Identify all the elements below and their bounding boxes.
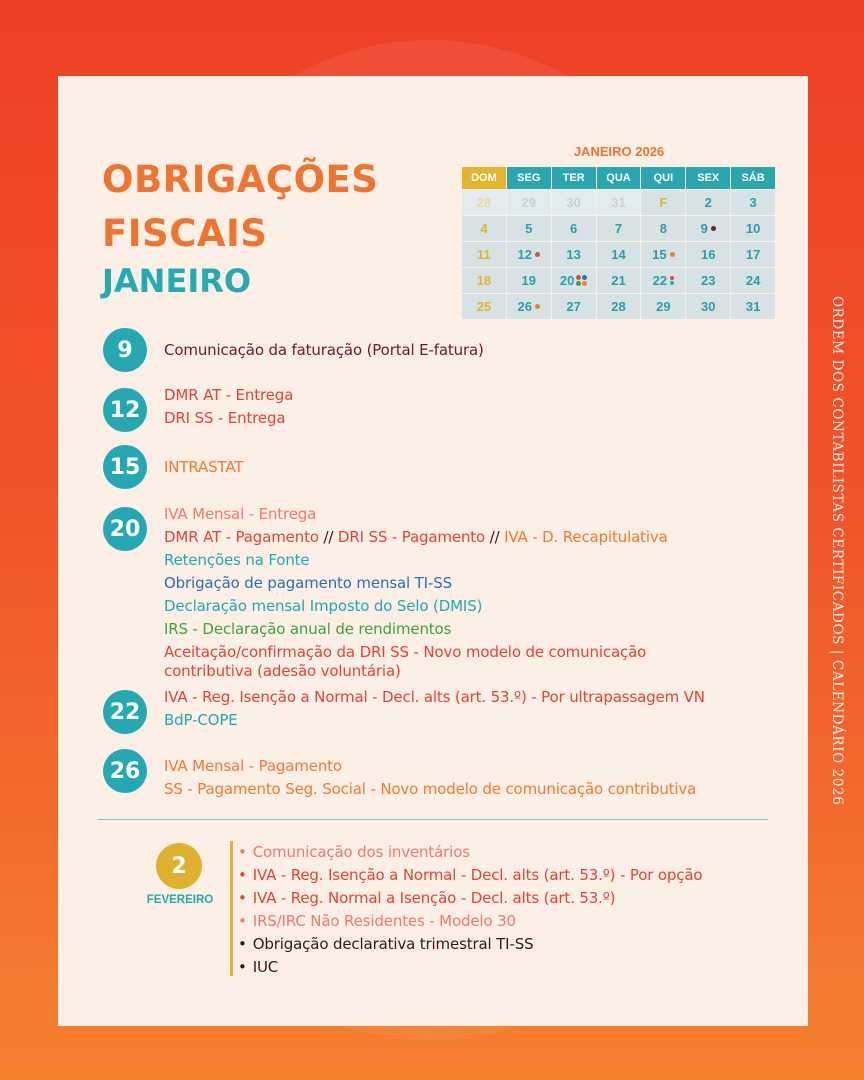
calendar-day: 28 bbox=[462, 190, 506, 215]
event-line: Declaração mensal Imposto do Selo (DMIS) bbox=[164, 597, 483, 615]
weekday-header: SEG bbox=[507, 167, 551, 189]
event-line: IVA - Reg. Isenção a Normal - Decl. alts (art. 53.º) - Por ultrapassagem VN bbox=[164, 688, 705, 706]
calendar-day: 10 bbox=[731, 216, 775, 241]
event-line: IRS - Declaração anual de rendimentos bbox=[164, 620, 452, 638]
calendar-day: 2 bbox=[686, 190, 730, 215]
event-line: contributiva (adesão voluntária) bbox=[164, 662, 401, 680]
event-segment: DRI SS - Pagamento bbox=[337, 528, 486, 546]
calendar-day-marked: 26 bbox=[507, 294, 551, 319]
calendar-day-marked: 15 bbox=[641, 242, 685, 267]
calendar-day: 17 bbox=[731, 242, 775, 267]
event-dots-icon bbox=[670, 276, 674, 285]
calendar-card bbox=[58, 76, 808, 1026]
section-divider bbox=[98, 819, 768, 820]
calendar-day: 29 bbox=[507, 190, 551, 215]
calendar-day: 31 bbox=[597, 190, 641, 215]
day-badge: 26 bbox=[103, 749, 147, 793]
event-dot-icon bbox=[711, 226, 716, 231]
separator-text: // bbox=[485, 528, 505, 546]
event-line: IVA Mensal - Entrega bbox=[164, 505, 317, 523]
february-accent-bar bbox=[230, 841, 233, 976]
bullet: • bbox=[238, 843, 247, 861]
calendar-day: 11 bbox=[462, 242, 506, 267]
february-day-badge: 2 bbox=[156, 843, 202, 889]
calendar-day: 30 bbox=[686, 294, 730, 319]
bullet: • bbox=[238, 912, 247, 930]
event-line: IVA Mensal - Pagamento bbox=[164, 757, 342, 775]
calendar-day-holiday: F bbox=[641, 190, 685, 215]
bullet: • bbox=[238, 889, 247, 907]
mini-calendar bbox=[462, 167, 776, 319]
bullet: • bbox=[238, 866, 247, 884]
calendar-day: 29 bbox=[641, 294, 685, 319]
event-dot-icon bbox=[535, 252, 540, 257]
day-badge: 22 bbox=[103, 690, 147, 734]
event-dot-icon bbox=[535, 304, 540, 309]
calendar-week bbox=[462, 294, 776, 319]
event-line: BdP-COPE bbox=[164, 711, 238, 729]
weekday-header: TER bbox=[552, 167, 596, 189]
calendar-day-marked: 22 bbox=[641, 268, 685, 293]
calendar-day: 13 bbox=[552, 242, 596, 267]
separator-text: // bbox=[318, 528, 338, 546]
weekday-header: SEX bbox=[686, 167, 730, 189]
day-badge: 15 bbox=[103, 445, 147, 489]
weekday-header: DOM bbox=[462, 167, 506, 189]
mini-calendar-title: JANEIRO 2026 bbox=[573, 144, 665, 159]
calendar-day: 14 bbox=[597, 242, 641, 267]
february-item: • Obrigação declarativa trimestral TI-SS bbox=[238, 935, 534, 953]
day-badge: 20 bbox=[103, 507, 147, 551]
calendar-day: 5 bbox=[507, 216, 551, 241]
event-line: Aceitação/confirmação da DRI SS - Novo modelo de comunicação bbox=[164, 643, 647, 661]
calendar-day: 7 bbox=[597, 216, 641, 241]
calendar-day: 23 bbox=[686, 268, 730, 293]
event-line: DRI SS - Entrega bbox=[164, 409, 286, 427]
title-line-1: OBRIGAÇÕES bbox=[102, 158, 379, 201]
weekday-header: QUA bbox=[597, 167, 641, 189]
february-label: FEVEREIRO bbox=[146, 894, 214, 906]
event-line-multi bbox=[164, 528, 668, 546]
event-segment: DMR AT - Pagamento bbox=[164, 528, 319, 546]
mini-calendar-weekdays bbox=[462, 167, 776, 189]
calendar-week bbox=[462, 216, 776, 241]
calendar-day: 6 bbox=[552, 216, 596, 241]
event-line: Retenções na Fonte bbox=[164, 551, 310, 569]
calendar-day: 16 bbox=[686, 242, 730, 267]
calendar-day: 25 bbox=[462, 294, 506, 319]
calendar-week bbox=[462, 242, 776, 267]
calendar-day: 19 bbox=[507, 268, 551, 293]
title-month: JANEIRO bbox=[102, 262, 252, 300]
calendar-day: 31 bbox=[731, 294, 775, 319]
february-item: • Comunicação dos inventários bbox=[238, 843, 470, 861]
bullet: • bbox=[238, 935, 247, 953]
calendar-day: 18 bbox=[462, 268, 506, 293]
day-badge: 9 bbox=[103, 328, 147, 372]
calendar-day: 8 bbox=[641, 216, 685, 241]
event-line: Comunicação da faturação (Portal E-fatura) bbox=[164, 341, 484, 359]
calendar-day: 27 bbox=[552, 294, 596, 319]
event-line: SS - Pagamento Seg. Social - Novo modelo de comunicação contributiva bbox=[164, 780, 697, 798]
calendar-day: 21 bbox=[597, 268, 641, 293]
event-line: INTRASTAT bbox=[164, 458, 244, 476]
event-line: Obrigação de pagamento mensal TI-SS bbox=[164, 574, 452, 592]
calendar-day: 24 bbox=[731, 268, 775, 293]
event-segment: IVA - D. Recapitulativa bbox=[504, 528, 668, 546]
february-item: • IVA - Reg. Normal a Isenção - Decl. alts (art. 53.º) bbox=[238, 889, 616, 907]
weekday-header: SÁB bbox=[731, 167, 775, 189]
weekday-header: QUI bbox=[641, 167, 685, 189]
calendar-day: 3 bbox=[731, 190, 775, 215]
february-item: • IVA - Reg. Isenção a Normal - Decl. alts (art. 53.º) - Por opção bbox=[238, 866, 703, 884]
calendar-day: 28 bbox=[597, 294, 641, 319]
calendar-day-marked: 20 bbox=[552, 268, 596, 293]
event-line: DMR AT - Entrega bbox=[164, 386, 294, 404]
event-dot-icon bbox=[670, 252, 675, 257]
event-dots-icon bbox=[576, 275, 587, 286]
calendar-week bbox=[462, 190, 776, 215]
february-item: • IUC bbox=[238, 958, 279, 976]
calendar-day-marked: 12 bbox=[507, 242, 551, 267]
february-item: • IRS/IRC Não Residentes - Modelo 30 bbox=[238, 912, 516, 930]
bullet: • bbox=[238, 958, 247, 976]
calendar-day: 4 bbox=[462, 216, 506, 241]
title-line-2: FISCAIS bbox=[102, 212, 268, 255]
calendar-day: 30 bbox=[552, 190, 596, 215]
calendar-day-marked: 9 bbox=[686, 216, 730, 241]
day-badge: 12 bbox=[103, 388, 147, 432]
side-caption: ORDEM DOS CONTABILISTAS CERTIFICADOS | CALENDÁRIO 2026 bbox=[829, 296, 845, 806]
calendar-week bbox=[462, 268, 776, 293]
